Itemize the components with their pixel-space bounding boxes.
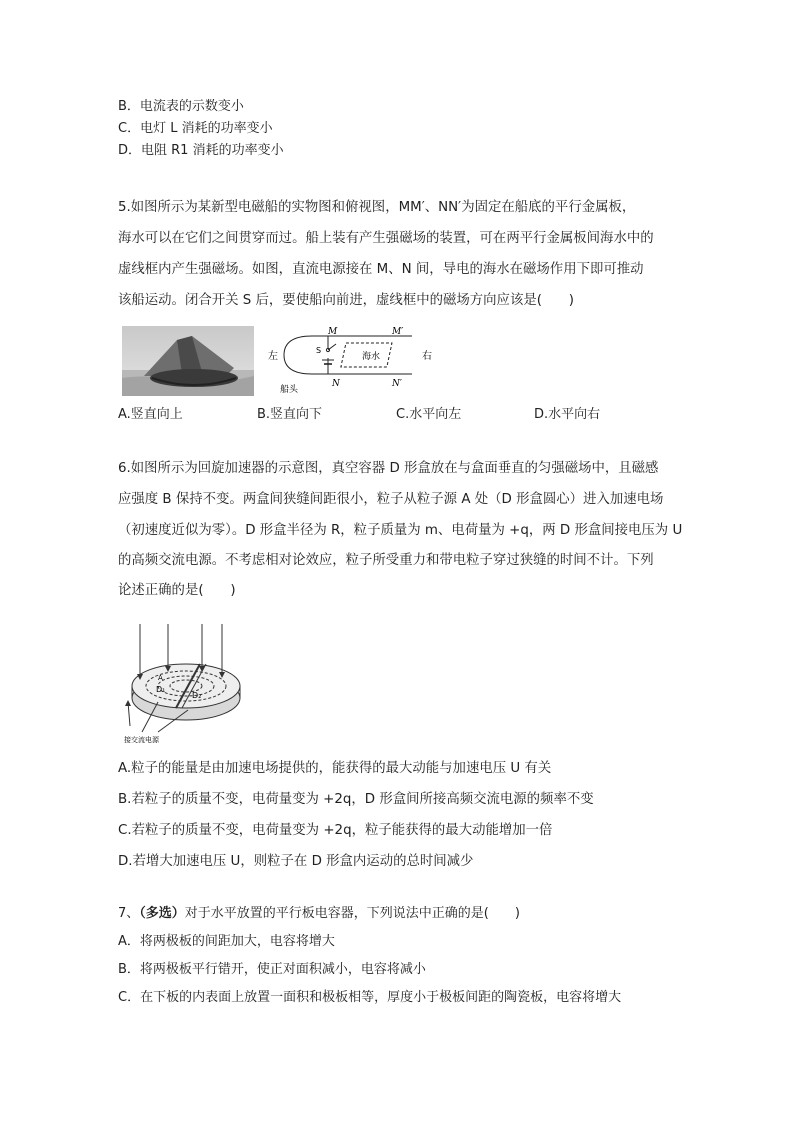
switch-icon <box>328 344 336 350</box>
q7-title-text: 对于水平放置的平行板电容器，下列说法中正确的是( ) <box>184 906 520 921</box>
label-ac-source: 接交流电源 <box>124 736 159 744</box>
q5-option-c: C.水平向左 <box>396 407 462 422</box>
label-n: N <box>332 379 340 389</box>
q5-text-line-4: 该船运动。闭合开关 S 后，要使船向前进，虚线框中的磁场方向应该是( ) <box>118 293 574 308</box>
q6-text-line-4: 的高频交流电源。不考虑相对论效应，粒子所受重力和带电粒子穿过狭缝的时间不计。下列 <box>118 553 654 568</box>
q4-option-c: C．电灯 L 消耗的功率变小 <box>118 121 273 136</box>
q5-text-line-1: 5.如图所示为某新型电磁船的实物图和俯视图，MM′、NN′为固定在船底的平行金属板， <box>118 200 636 215</box>
q7-option-c: C．在下板的内表面上放置一面积和极板相等，厚度小于极板间距的陶瓷板，电容将增大 <box>118 990 622 1005</box>
q6-text-line-2: 应强度 B 保持不变。两盒间狭缝间距很小，粒子从粒子源 A 处（D 形盒圆心）进入加速电场 <box>118 492 664 507</box>
q6-option-b: B.若粒子的质量不变，电荷量变为 +2q，D 形盒间所接高频交流电源的频率不变 <box>118 792 594 807</box>
q6-option-d: D.若增大加速电压 U，则粒子在 D 形盒内运动的总时间减少 <box>118 854 474 869</box>
label-d2: D₂ <box>192 691 202 700</box>
label-n-prime: N′ <box>392 379 402 389</box>
label-right: 右 <box>422 351 432 362</box>
q4-option-b: B．电流表的示数变小 <box>118 99 244 114</box>
label-m-prime: M′ <box>392 327 404 337</box>
q7-option-a: A．将两极板的间距加大，电容将增大 <box>118 934 335 949</box>
q4-option-d: D．电阻 R1 消耗的功率变小 <box>118 143 284 158</box>
q7-title <box>118 904 520 924</box>
q5-ship-photo <box>122 326 254 396</box>
label-water: 海水 <box>362 352 381 362</box>
q6-option-c: C.若粒子的质量不变，电荷量变为 +2q，粒子能获得的最大动能增加一倍 <box>118 823 553 838</box>
q6-text-line-1: 6.如图所示为回旋加速器的示意图，真空容器 D 形盒放在与盒面垂直的匀强磁场中，且磁感 <box>118 461 659 476</box>
q5-top-view-diagram <box>262 324 438 396</box>
q7-multi-select-tag: （多选） <box>139 906 185 921</box>
q5-option-a: A.竖直向上 <box>118 407 183 422</box>
q6-option-a: A.粒子的能量是由加速电场提供的，能获得的最大动能与加速电压 U 有关 <box>118 761 552 776</box>
q6-text-line-3: （初速度近似为零）。D 形盒半径为 R，粒子质量为 m、电荷量为 +q，两 D 形盒间接电压为 U <box>118 523 683 538</box>
q7-number: 7、 <box>118 906 140 921</box>
label-s: S <box>316 346 322 355</box>
q7-option-b: B．将两极板平行错开，使正对面积减小，电容将减小 <box>118 962 426 977</box>
q6-text-line-5: 论述正确的是( ) <box>118 583 236 598</box>
q5-option-d: D.水平向右 <box>534 407 601 422</box>
label-bow: 船头 <box>280 385 299 395</box>
label-left: 左 <box>268 351 278 362</box>
ship-bow-outline <box>284 336 312 374</box>
label-m: M <box>328 327 338 337</box>
label-d1: D₁ <box>156 685 166 694</box>
q6-cyclotron-diagram <box>118 618 248 746</box>
q5-text-line-2: 海水可以在它们之间贯穿而过。船上装有产生强磁场的装置，可在两平行金属板间海水中的 <box>118 231 654 246</box>
label-a: A <box>158 674 163 682</box>
q5-options-row <box>118 403 678 423</box>
q5-option-b: B.竖直向下 <box>257 407 323 422</box>
q5-text-line-3: 虚线框内产生强磁场。如图，直流电源接在 M、N 间，导电的海水在磁场作用下即可推动 <box>118 262 644 277</box>
